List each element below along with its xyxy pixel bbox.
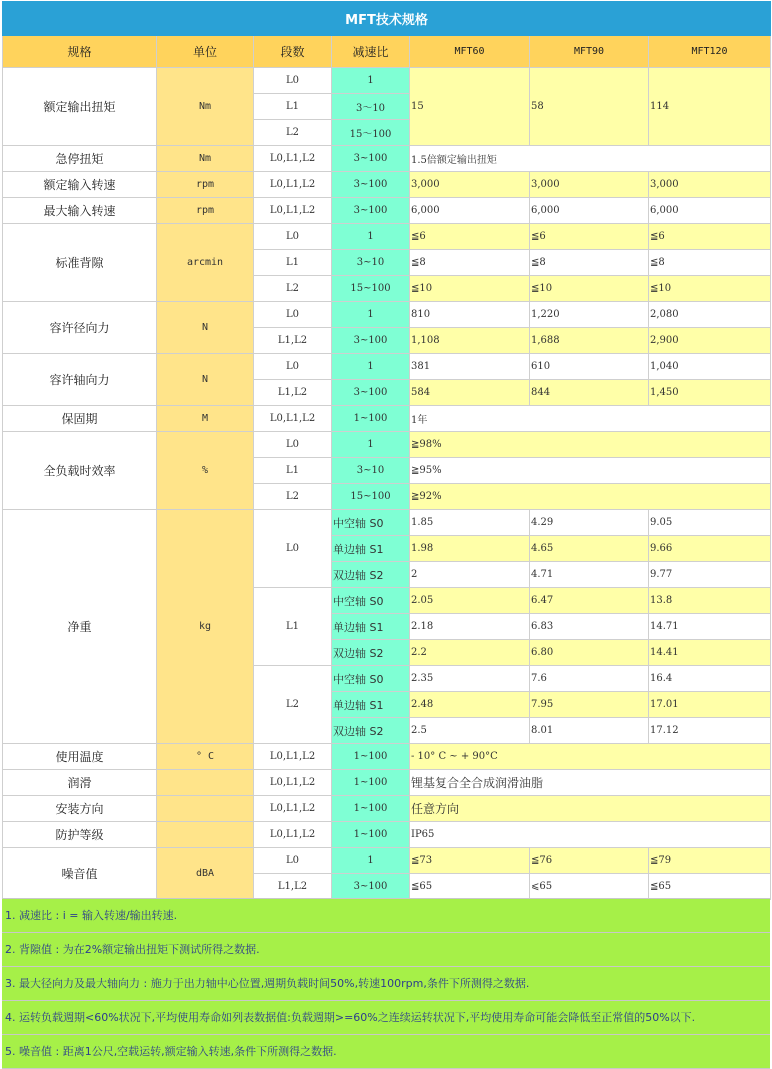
value-cell: 1.85 <box>410 510 530 536</box>
value-cell: 锂基复合全合成润滑油脂 <box>410 770 771 796</box>
ratio-cell: 15～100 <box>332 120 410 146</box>
value-cell: 9.66 <box>649 536 771 562</box>
row-label-backlash: 标准背隙 <box>3 224 157 302</box>
table-row <box>3 354 771 380</box>
table-row <box>3 510 771 536</box>
unit-cell: rpm <box>157 198 254 224</box>
ratio-cell: 3~100 <box>332 198 410 224</box>
row-label-lubrication: 润滑 <box>3 770 157 796</box>
shaft-type-cell: 双边轴 S2 <box>332 640 410 666</box>
stage-cell: L2 <box>254 276 332 302</box>
header-unit: 单位 <box>157 36 254 68</box>
ratio-cell: 3~10 <box>332 458 410 484</box>
table-row <box>3 848 771 874</box>
stage-cell: L0 <box>254 354 332 380</box>
unit-cell <box>157 770 254 796</box>
stage-cell: L1,L2 <box>254 328 332 354</box>
shaft-type-cell: 单边轴 S1 <box>332 614 410 640</box>
unit-cell: Nm <box>157 68 254 146</box>
value-cell: 7.95 <box>530 692 649 718</box>
value-cell: ≦8 <box>649 250 771 276</box>
footnote: 5. 噪音值 : 距离1公尺,空载运转,额定输入转速,条件下所测得之数据. <box>2 1035 770 1069</box>
value-cell: ≦10 <box>410 276 530 302</box>
header-spec: 规格 <box>3 36 157 68</box>
value-cell: 1,688 <box>530 328 649 354</box>
ratio-cell: 3~100 <box>332 380 410 406</box>
stage-cell: L1 <box>254 588 332 666</box>
value-cell: ≧92% <box>410 484 771 510</box>
unit-cell <box>157 796 254 822</box>
value-cell: ≦65 <box>649 874 771 900</box>
stage-cell: L1 <box>254 94 332 120</box>
table-row <box>3 224 771 250</box>
stage-cell: L1 <box>254 250 332 276</box>
shaft-type-cell: 双边轴 S2 <box>332 562 410 588</box>
stage-cell: L0,L1,L2 <box>254 146 332 172</box>
spec-table <box>2 1 771 900</box>
stage-cell: L0,L1,L2 <box>254 172 332 198</box>
value-cell: IP65 <box>410 822 771 848</box>
header-model-mft90: MFT90 <box>530 36 649 68</box>
value-cell: 17.01 <box>649 692 771 718</box>
table-row <box>3 432 771 458</box>
stage-cell: L1 <box>254 458 332 484</box>
value-cell: ≦8 <box>530 250 649 276</box>
ratio-cell: 15~100 <box>332 484 410 510</box>
value-cell: 17.12 <box>649 718 771 744</box>
unit-cell: N <box>157 302 254 354</box>
value-cell: 4.71 <box>530 562 649 588</box>
value-cell: 1,450 <box>649 380 771 406</box>
value-cell: 381 <box>410 354 530 380</box>
value-cell: ≦10 <box>649 276 771 302</box>
stage-cell: L1,L2 <box>254 380 332 406</box>
row-label-rated-input-speed: 额定输入转速 <box>3 172 157 198</box>
unit-cell: ° C <box>157 744 254 770</box>
row-label-noise: 噪音值 <box>3 848 157 900</box>
shaft-type-cell: 单边轴 S1 <box>332 692 410 718</box>
value-cell: 114 <box>649 68 771 146</box>
value-cell: 4.29 <box>530 510 649 536</box>
unit-cell: rpm <box>157 172 254 198</box>
unit-cell: % <box>157 432 254 510</box>
unit-cell: kg <box>157 510 254 744</box>
value-cell: 1.98 <box>410 536 530 562</box>
row-label-temperature: 使用温度 <box>3 744 157 770</box>
value-cell: ≦79 <box>649 848 771 874</box>
value-cell: 810 <box>410 302 530 328</box>
ratio-cell: 1~100 <box>332 406 410 432</box>
ratio-cell: 1 <box>332 848 410 874</box>
value-cell: 2,080 <box>649 302 771 328</box>
shaft-type-cell: 中空轴 S0 <box>332 588 410 614</box>
ratio-cell: 15~100 <box>332 276 410 302</box>
value-cell: 14.41 <box>649 640 771 666</box>
value-cell: - 10° C ~ + 90°C <box>410 744 771 770</box>
value-cell: 2.48 <box>410 692 530 718</box>
footnote: 3. 最大径向力及最大轴向力 : 施力于出力轴中心位置,週期负载时间50%,转速100rpm,条件下所测得之数据. <box>2 967 770 1001</box>
value-cell: 2.2 <box>410 640 530 666</box>
value-cell: ⩽65 <box>530 874 649 900</box>
table-row <box>3 796 771 822</box>
table-row <box>3 198 771 224</box>
value-cell: 2 <box>410 562 530 588</box>
value-cell: 7.6 <box>530 666 649 692</box>
table-row <box>3 172 771 198</box>
unit-cell: dBA <box>157 848 254 900</box>
shaft-type-cell: 双边轴 S2 <box>332 718 410 744</box>
header-stage: 段数 <box>254 36 332 68</box>
value-cell: 4.65 <box>530 536 649 562</box>
ratio-cell: 1~100 <box>332 822 410 848</box>
row-label-weight: 净重 <box>3 510 157 744</box>
value-cell: 1,220 <box>530 302 649 328</box>
value-cell: 6,000 <box>530 198 649 224</box>
value-cell: ≦10 <box>530 276 649 302</box>
value-cell: ≦65 <box>410 874 530 900</box>
value-cell: 2,900 <box>649 328 771 354</box>
ratio-cell: 3~100 <box>332 146 410 172</box>
table-row <box>3 302 771 328</box>
stage-cell: L0,L1,L2 <box>254 198 332 224</box>
value-cell: 6,000 <box>649 198 771 224</box>
value-cell: 9.77 <box>649 562 771 588</box>
row-label-axial-force: 容许轴向力 <box>3 354 157 406</box>
value-cell: 2.18 <box>410 614 530 640</box>
value-cell: 15 <box>410 68 530 146</box>
stage-cell: L0 <box>254 432 332 458</box>
header-row <box>3 36 771 68</box>
stage-cell: L0,L1,L2 <box>254 770 332 796</box>
value-cell: 6,000 <box>410 198 530 224</box>
ratio-cell: 3~100 <box>332 874 410 900</box>
value-cell: 2.35 <box>410 666 530 692</box>
table-row <box>3 744 771 770</box>
stage-cell: L0 <box>254 848 332 874</box>
table-title: MFT技术规格 <box>3 2 771 36</box>
stage-cell: L0 <box>254 510 332 588</box>
value-cell: 58 <box>530 68 649 146</box>
value-cell: 3,000 <box>530 172 649 198</box>
value-cell: ≦76 <box>530 848 649 874</box>
ratio-cell: 1 <box>332 224 410 250</box>
value-cell: ≦6 <box>410 224 530 250</box>
value-cell: 1,108 <box>410 328 530 354</box>
row-label-efficiency: 全负载时效率 <box>3 432 157 510</box>
value-cell: 610 <box>530 354 649 380</box>
value-cell: ≦8 <box>410 250 530 276</box>
value-cell: 1年 <box>410 406 771 432</box>
value-cell: 1.5倍额定输出扭矩 <box>410 146 771 172</box>
value-cell: ≦6 <box>530 224 649 250</box>
value-cell: 3,000 <box>410 172 530 198</box>
stage-cell: L2 <box>254 484 332 510</box>
ratio-cell: 1~100 <box>332 744 410 770</box>
value-cell: ≧95% <box>410 458 771 484</box>
stage-cell: L0,L1,L2 <box>254 822 332 848</box>
ratio-cell: 3~100 <box>332 328 410 354</box>
stage-cell: L1,L2 <box>254 874 332 900</box>
value-cell: ≧98% <box>410 432 771 458</box>
row-label-emergency-torque: 急停扭矩 <box>3 146 157 172</box>
unit-cell <box>157 822 254 848</box>
unit-cell: arcmin <box>157 224 254 302</box>
stage-cell: L0,L1,L2 <box>254 406 332 432</box>
header-model-mft60: MFT60 <box>410 36 530 68</box>
unit-cell: M <box>157 406 254 432</box>
value-cell: 14.71 <box>649 614 771 640</box>
value-cell: 16.4 <box>649 666 771 692</box>
ratio-cell: 3～10 <box>332 94 410 120</box>
table-row <box>3 822 771 848</box>
footnotes <box>2 898 770 1069</box>
stage-cell: L0 <box>254 68 332 94</box>
table-row <box>3 146 771 172</box>
stage-cell: L0 <box>254 302 332 328</box>
value-cell: 6.47 <box>530 588 649 614</box>
table-row <box>3 770 771 796</box>
footnote: 4. 运转负载週期<60%状况下,平均使用寿命如列表数据值:负载週期>=60%之连续运转状况下,平均使用寿命可能会降低至正常值的50%以下. <box>2 1001 770 1035</box>
value-cell: 8.01 <box>530 718 649 744</box>
row-label-max-input-speed: 最大输入转速 <box>3 198 157 224</box>
value-cell: 2.5 <box>410 718 530 744</box>
row-label-warranty: 保固期 <box>3 406 157 432</box>
footnote: 1. 减速比 : i = 输入转速/输出转速. <box>2 899 770 933</box>
shaft-type-cell: 单边轴 S1 <box>332 536 410 562</box>
value-cell: 13.8 <box>649 588 771 614</box>
value-cell: 2.05 <box>410 588 530 614</box>
row-label-protection: 防护等级 <box>3 822 157 848</box>
value-cell: 3,000 <box>649 172 771 198</box>
ratio-cell: 1~100 <box>332 796 410 822</box>
table-row <box>3 68 771 94</box>
ratio-cell: 3~100 <box>332 172 410 198</box>
stage-cell: L0,L1,L2 <box>254 744 332 770</box>
unit-cell: Nm <box>157 146 254 172</box>
value-cell: 6.83 <box>530 614 649 640</box>
value-cell: ≦6 <box>649 224 771 250</box>
ratio-cell: 1 <box>332 68 410 94</box>
shaft-type-cell: 中空轴 S0 <box>332 666 410 692</box>
value-cell: 1,040 <box>649 354 771 380</box>
header-ratio: 减速比 <box>332 36 410 68</box>
ratio-cell: 3~10 <box>332 250 410 276</box>
value-cell: 6.80 <box>530 640 649 666</box>
ratio-cell: 1 <box>332 432 410 458</box>
stage-cell: L2 <box>254 666 332 744</box>
stage-cell: L2 <box>254 120 332 146</box>
row-label-mounting: 安装方向 <box>3 796 157 822</box>
value-cell: ≦73 <box>410 848 530 874</box>
footnote: 2. 背隙值 : 为在2%额定输出扭矩下测试所得之数据. <box>2 933 770 967</box>
header-model-mft120: MFT120 <box>649 36 771 68</box>
table-row <box>3 406 771 432</box>
value-cell: 任意方向 <box>410 796 771 822</box>
value-cell: 584 <box>410 380 530 406</box>
ratio-cell: 1 <box>332 354 410 380</box>
row-label-radial-force: 容许径向力 <box>3 302 157 354</box>
value-cell: 844 <box>530 380 649 406</box>
stage-cell: L0 <box>254 224 332 250</box>
ratio-cell: 1~100 <box>332 770 410 796</box>
shaft-type-cell: 中空轴 S0 <box>332 510 410 536</box>
value-cell: 9.05 <box>649 510 771 536</box>
row-label-rated-torque: 额定输出扭矩 <box>3 68 157 146</box>
unit-cell: N <box>157 354 254 406</box>
ratio-cell: 1 <box>332 302 410 328</box>
stage-cell: L0,L1,L2 <box>254 796 332 822</box>
